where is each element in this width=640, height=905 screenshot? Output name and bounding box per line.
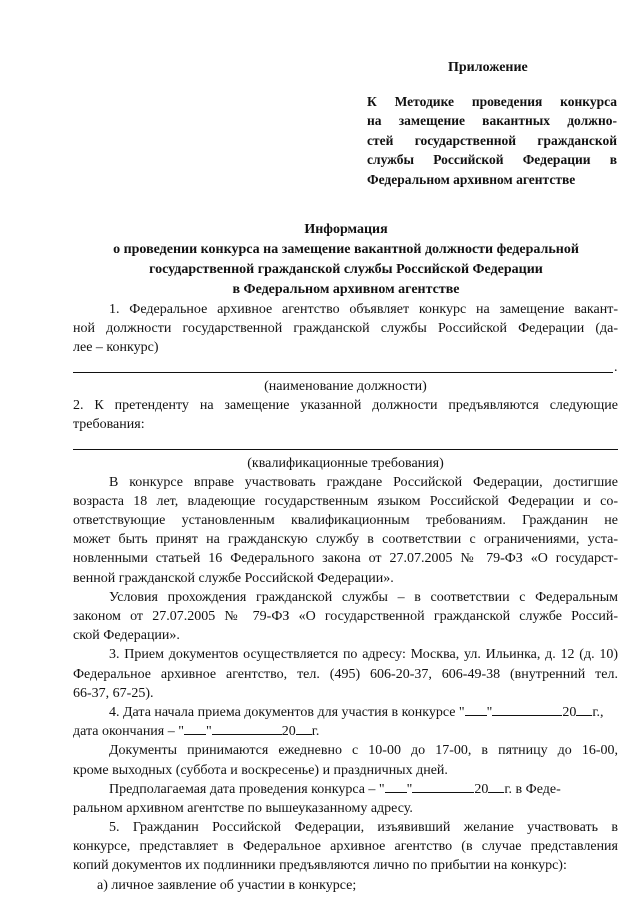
competition-year-blank	[488, 780, 504, 793]
appendix-title: Приложение	[448, 60, 528, 75]
competition-month-blank	[412, 780, 474, 793]
end-date-quote: "	[205, 724, 212, 740]
blank-line-dot: .	[614, 359, 618, 375]
end-date-suffix: г.	[311, 724, 320, 740]
paragraph-line: может быть принят на гражданскую службу в соответствии с ограничениями, уста-	[73, 532, 618, 548]
start-year-blank	[576, 703, 592, 716]
document-heading	[60, 220, 632, 300]
section-3-line: 66-37, 67-25).	[73, 685, 154, 701]
section-1	[73, 300, 618, 396]
position-name-blank	[73, 358, 618, 377]
start-day-blank	[465, 703, 487, 716]
paragraph-schedule	[73, 741, 618, 779]
appendix-reference-line: стей государственной гражданской	[367, 132, 617, 148]
heading-line: в Федеральном архивном агентстве	[232, 282, 460, 297]
qualification-caption: (квалификационные требования)	[247, 455, 444, 471]
appendix-reference-line: на замещение вакантных должно-	[367, 113, 617, 129]
competition-date-line	[73, 780, 618, 799]
end-year-prefix: 20	[281, 724, 296, 740]
start-date-prefix: 4. Дата начала приема документов для участия в конкурсе "	[109, 704, 465, 720]
competition-date-suffix: г. в Феде-	[504, 781, 561, 797]
section-1-line: ной должности государственной гражданской службы Российской Федерации (да-	[73, 321, 618, 337]
section-5-line: конкурсе, представляет в Федеральное архивное агентство (в случае представления	[73, 839, 618, 855]
paragraph-line: возраста 18 лет, владеющие государственным языком Российской Федерации и со-	[73, 493, 618, 509]
competition-date-prefix: Предполагаемая дата проведения конкурса – "	[109, 781, 385, 797]
appendix-reference-line: службы Российской Федерации в	[367, 152, 617, 168]
document-body	[73, 300, 618, 895]
section-2-line: требования:	[73, 417, 145, 433]
section-3-line: 3. Прием документов осуществляется по адресу: Москва, ул. Ильинка, д. 12 (д. 10)	[109, 647, 618, 663]
appendix-reference-line: Федеральном архивном агентстве	[367, 171, 576, 187]
section-2-line: 2. К претенденту на замещение указанной должности предъявляются следующие	[73, 397, 618, 413]
section-4	[73, 703, 618, 741]
section-1-line: 1. Федеральное архивное агентство объявляет конкурс на замещение вакант-	[109, 302, 618, 317]
appendix-reference-line: К Методике проведения конкурса	[367, 94, 617, 109]
end-date-prefix: дата окончания – "	[73, 724, 184, 740]
start-date-suffix: г.,	[592, 704, 604, 720]
section-4-end-line	[73, 722, 618, 741]
section-4-start-line	[73, 703, 618, 722]
end-year-blank	[296, 722, 312, 735]
heading-line: о проведении конкурса на замещение вакантной должности федеральной	[113, 242, 579, 257]
section-5	[73, 818, 618, 895]
start-month-blank	[492, 703, 562, 716]
end-month-blank	[212, 722, 282, 735]
section-3-line: Федеральное архивное агентство, тел. (495) 606-20-37, 606-49-38 (внутренний тел.	[73, 666, 618, 682]
paragraph-conditions	[73, 588, 618, 646]
appendix-reference	[367, 92, 617, 189]
section-3	[73, 645, 618, 703]
competition-date-quote: "	[406, 781, 413, 797]
heading-line: государственной гражданской службы Российской Федерации	[149, 262, 543, 277]
paragraph-line: ской Федерации».	[73, 628, 180, 644]
list-item-a: а) личное заявление об участии в конкурсе;	[97, 877, 357, 893]
paragraph-line: Документы принимаются ежедневно с 10-00 до 17-00, в пятницу до 16-00,	[109, 743, 618, 759]
paragraph-line: кроме выходных (суббота и воскресенье) и праздничных дней.	[73, 762, 448, 778]
paragraph-competition-date	[73, 780, 618, 818]
section-5-line: 5. Гражданин Российской Федерации, изъявивший желание участвовать в	[109, 820, 618, 836]
start-date-quote: "	[486, 704, 493, 720]
paragraph-line: ральном архивном агентстве по вышеуказанному адресу.	[73, 800, 413, 816]
blank-line	[73, 372, 613, 373]
section-1-line: лее – конкурс)	[73, 340, 159, 356]
section-5-line: копий документов их подлинники предъявляются лично по прибытии на конкурс):	[73, 858, 567, 874]
paragraph-line: Условия прохождения гражданской службы – в соответствии с Федеральным	[109, 589, 618, 605]
qualification-blank	[73, 434, 618, 453]
start-year-prefix: 20	[562, 704, 577, 720]
paragraph-line: новленными статьей 16 Федерального закона от 27.07.2005 № 79-ФЗ «О государст-	[73, 551, 618, 567]
paragraph-line: В конкурсе вправе участвовать граждане Российской Федерации, достигшие	[109, 474, 618, 490]
section-2	[73, 396, 618, 473]
position-name-caption: (наименование должности)	[264, 378, 427, 394]
paragraph-eligibility	[73, 473, 618, 588]
end-day-blank	[184, 722, 206, 735]
heading-title: Информация	[304, 222, 388, 237]
competition-year-prefix: 20	[474, 781, 489, 797]
competition-day-blank	[385, 780, 407, 793]
paragraph-line: венной гражданской службе Российской Федерации».	[73, 570, 394, 586]
paragraph-line: ответствующие установленным квалификационным требованиям. Гражданин не	[73, 513, 618, 529]
blank-line	[73, 449, 618, 450]
paragraph-line: законом от 27.07.2005 № 79-ФЗ «О государственной гражданской службе Россий-	[73, 609, 618, 624]
